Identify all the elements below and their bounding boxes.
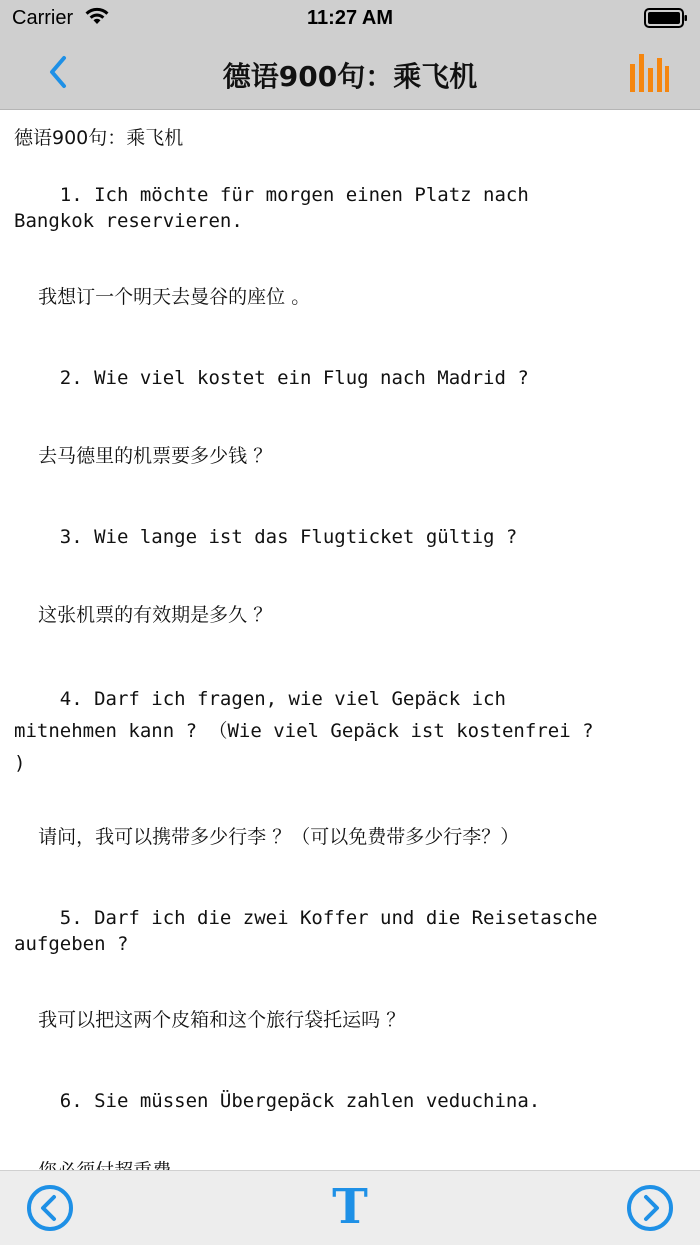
- font-size-button[interactable]: [326, 1179, 374, 1235]
- bottom-toolbar: [0, 1170, 700, 1245]
- sentence-de-1: 1. Ich möchte für morgen einen Platz nach Bangkok reservieren.: [14, 184, 529, 232]
- circle-chevron-right-icon: [626, 1184, 674, 1232]
- sentence-de-4: 4. Darf ich fragen, wie viel Gepäck ich mitnehmen kann ? （Wie viel Gepäck ist kostenfrei ? ): [14, 688, 594, 774]
- navigation-bar: [0, 36, 700, 110]
- sentence-cn-5: 我可以把这两个皮箱和这个旅行袋托运吗 ？: [14, 1009, 406, 1031]
- sentence-de-6: 6. Sie müssen Übergepäck zahlen veduchina.: [14, 1090, 541, 1112]
- sentence-cn-2: 去马德里的机票要多少钱 ？: [14, 445, 273, 467]
- status-bar: [0, 0, 700, 36]
- bar-chart-icon: [628, 50, 670, 94]
- sentence-de-5: 5. Darf ich die zwei Koffer und die Reisetasche aufgeben ?: [14, 907, 598, 955]
- sentence-cn-4: 请问，我可以携带多少行李 ？（可以免费带多少行李？）: [14, 826, 520, 848]
- circle-chevron-left-icon: [26, 1184, 74, 1232]
- next-button[interactable]: [626, 1184, 674, 1232]
- article-heading: 德语900句：乘飞机: [14, 127, 184, 149]
- stats-button[interactable]: [628, 50, 670, 94]
- previous-button[interactable]: [26, 1184, 74, 1232]
- sentence-cn-3: 这张机票的有效期是多久 ？: [14, 604, 273, 626]
- carrier-label: Carrier: [12, 7, 74, 29]
- sentence-cn-1: 我想订一个明天去曼谷的座位 。: [14, 286, 311, 308]
- battery-icon: [644, 8, 688, 28]
- page-title: 德语900句：乘飞机: [222, 60, 478, 93]
- article-content: [0, 110, 700, 1170]
- text-size-icon: T: [332, 1179, 368, 1235]
- status-time: 11:27 AM: [307, 7, 393, 29]
- sentence-de-2: 2. Wie viel kostet ein Flug nach Madrid ?: [14, 367, 529, 389]
- sentence-de-3: 3. Wie lange ist das Flugticket gültig ?: [14, 526, 518, 548]
